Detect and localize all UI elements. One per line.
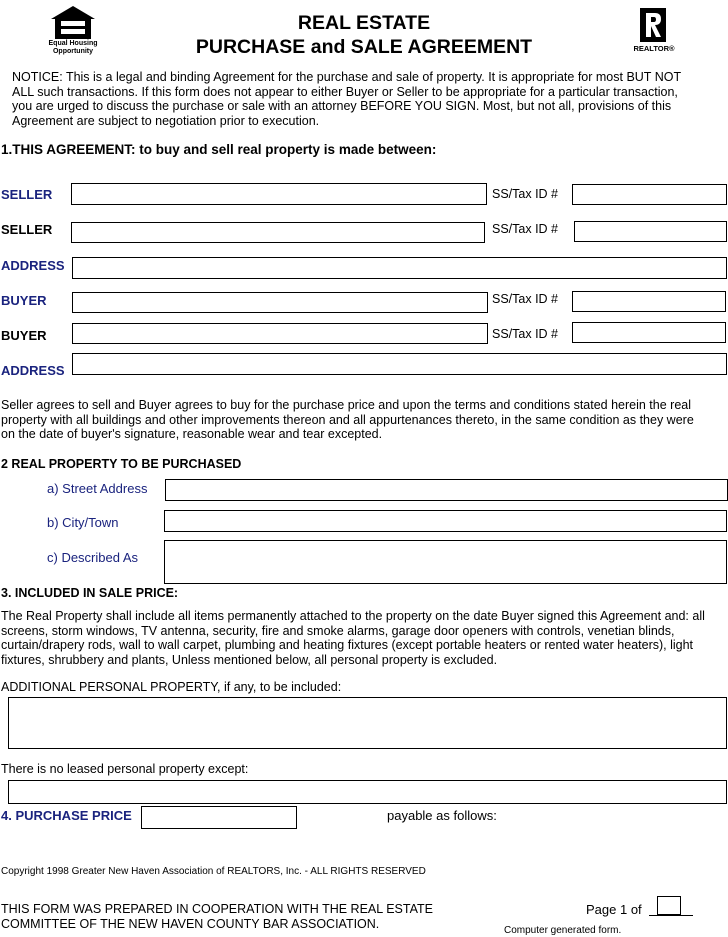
section3-heading: 3. INCLUDED IN SALE PRICE: — [1, 586, 179, 600]
section1-heading: 1.THIS AGREEMENT: to buy and sell real property is made between: — [1, 142, 437, 157]
eho-text-line2: Opportunity — [52, 48, 94, 55]
additional-property-label: ADDITIONAL PERSONAL PROPERTY, if any, to be included: — [1, 680, 342, 694]
section2-heading: 2 REAL PROPERTY TO BE PURCHASED — [1, 457, 242, 471]
buyer2-label: BUYER — [1, 328, 47, 343]
realtor-logo — [630, 8, 678, 56]
seller1-ss-label: SS/Tax ID # — [492, 187, 558, 201]
realtor-text: REALTOR® — [633, 44, 675, 53]
seller-address-label: ADDRESS — [1, 258, 65, 273]
buyer-address-field[interactable] — [72, 353, 727, 375]
seller-address-field[interactable] — [72, 257, 727, 279]
seller2-ss-field[interactable] — [574, 221, 727, 242]
buyer2-name-field[interactable] — [72, 323, 488, 344]
described-as-label: c) Described As — [47, 550, 139, 565]
seller2-label: SELLER — [1, 222, 53, 237]
title-line2: PURCHASE and SALE AGREEMENT — [195, 36, 533, 58]
copyright-text: Copyright 1998 Greater New Haven Association of REALTORS, Inc. - ALL RIGHTS RESERVED — [1, 866, 426, 877]
buyer1-ss-label: SS/Tax ID # — [492, 292, 558, 306]
seller2-ss-label: SS/Tax ID # — [492, 222, 558, 236]
seller2-name-field[interactable] — [71, 222, 485, 243]
page-label: Page 1 of — [586, 902, 642, 917]
computer-generated-text: Computer generated form. — [504, 925, 622, 936]
payable-label: payable as follows: — [387, 808, 497, 823]
cooperation-line2: COMMITTEE OF THE NEW HAVEN COUNTY BAR ASSOCIATION. — [1, 917, 380, 931]
buyer1-ss-field[interactable] — [572, 291, 726, 312]
purchase-price-label: 4. PURCHASE PRICE — [1, 808, 132, 823]
street-address-field[interactable] — [165, 479, 728, 501]
title-line1: REAL ESTATE — [297, 12, 431, 34]
seller1-name-field[interactable] — [71, 183, 487, 205]
purchase-price-field[interactable] — [141, 806, 297, 829]
buyer2-ss-label: SS/Tax ID # — [492, 327, 558, 341]
city-town-label: b) City/Town — [47, 515, 119, 530]
city-town-field[interactable] — [164, 510, 727, 532]
page-total-field[interactable] — [657, 896, 681, 915]
buyer1-name-field[interactable] — [72, 292, 488, 313]
buyer-address-label: ADDRESS — [1, 363, 65, 378]
eho-text-line1: Equal Housing — [48, 40, 98, 47]
seller1-label: SELLER — [1, 187, 53, 202]
buyer1-label: BUYER — [1, 293, 47, 308]
page-underline — [649, 915, 693, 916]
cooperation-line1: THIS FORM WAS PREPARED IN COOPERATION WITH THE REAL ESTATE — [1, 902, 433, 916]
leased-property-field[interactable] — [8, 780, 727, 804]
leased-property-label: There is no leased personal property except: — [1, 762, 249, 776]
described-as-field[interactable] — [164, 540, 727, 584]
additional-property-field[interactable] — [8, 697, 727, 749]
buyer2-ss-field[interactable] — [572, 322, 726, 343]
street-address-label: a) Street Address — [47, 481, 148, 496]
section1-paragraph: Seller agrees to sell and Buyer agrees to buy for the purchase price and upon the terms and conditions stated herein the real property with all buildings and other improvements thereon and all appurtenances thereto, in the same condition as they were on the date of buyer's signature, reasonable wear and tear excepted. — [1, 398, 694, 442]
seller1-ss-field[interactable] — [572, 184, 727, 205]
section3-paragraph: The Real Property shall include all items permanently attached to the property on the date Buyer signed this Agreement and: all screens, storm windows, TV antenna, security, fire and smoke alarms, garage door openers with controls, venetian blinds, curtain/drapery rods, wall to wall carpet, plumbing and heating fixtures (except portable heaters or rented water heaters), light fixtures, shrubbery and plants, Unless mentioned below, all personal property is excluded. — [1, 609, 705, 668]
notice-text: NOTICE: This is a legal and binding Agreement for the purchase and sale of property. It is appropriate for most BUT NOT ALL such transactions. If this form does not appear to either Buyer or Seller to be appropriate for a particular transaction, you are urged to discuss the purchase or sale with an attorney BEFORE YOU SIGN. Most, but not all, provisions of this Agreement are subject to negotiation prior to execution. — [12, 70, 681, 129]
realtor-r-icon — [640, 8, 666, 42]
